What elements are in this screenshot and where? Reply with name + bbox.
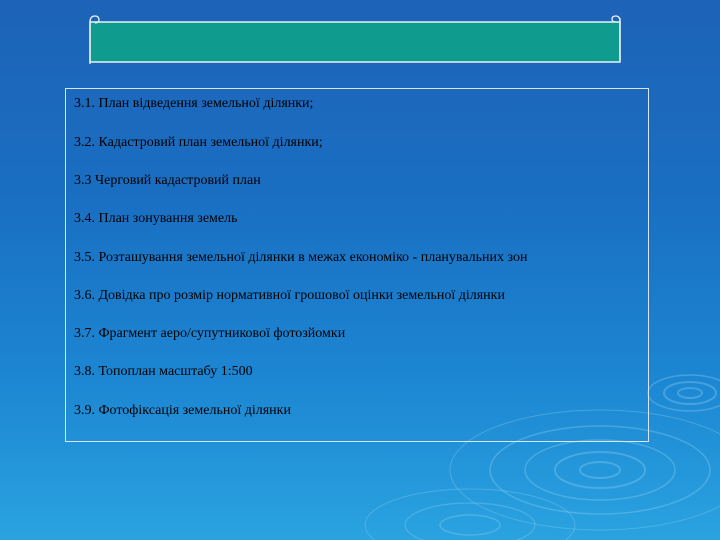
list-item: 3.5. Розташування земельної ділянки в межах економіко - планувальних зон: [74, 250, 528, 265]
list-item: 3.4. План зонування земель: [74, 211, 238, 226]
list-item: 3.6. Довідка про розмір нормативної грошової оцінки земельної ділянки: [74, 288, 505, 303]
list-item: 3.1. План відведення земельної ділянки;: [74, 96, 314, 111]
list-item: 3.8. Топоплан масштабу 1:500: [74, 364, 253, 379]
document-list-box: [65, 88, 649, 442]
list-item: 3.3 Черговий кадастровий план: [74, 173, 261, 188]
title-scroll-banner: [86, 14, 626, 66]
list-item: 3.7. Фрагмент аеро/супутникової фотозйомки: [74, 326, 346, 341]
list-item: 3.2. Кадастровий план земельної ділянки;: [74, 135, 323, 150]
list-item: 3.9. Фотофіксація земельної ділянки: [74, 403, 291, 418]
